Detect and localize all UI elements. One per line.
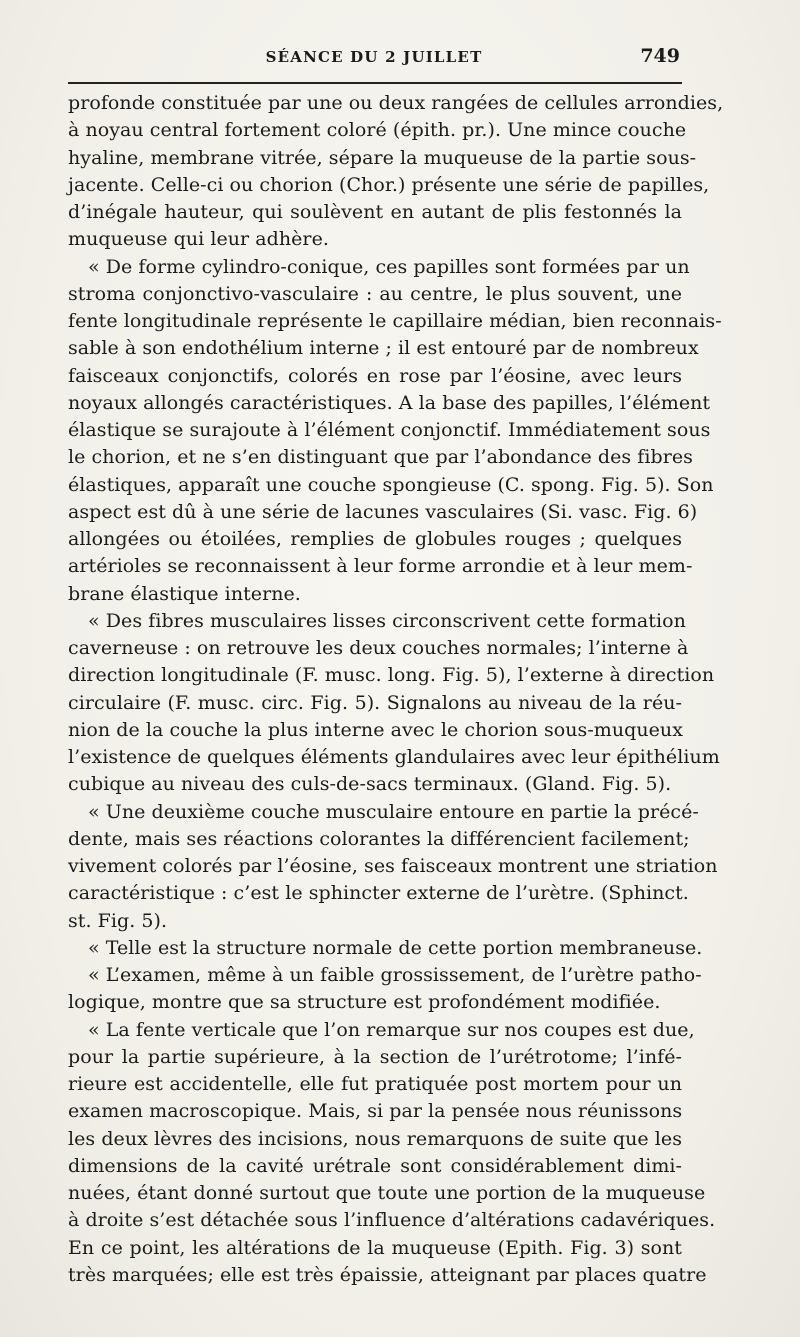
text-line: circulaire (F. musc. circ. Fig. 5). Signalons au niveau de la réu- <box>68 691 682 714</box>
text-line: direction longitudinale (F. musc. long. Fig. 5), l’externe à direction <box>68 664 715 687</box>
text-line: profonde constituée par une ou deux rangées de cellules arrondies, <box>68 92 724 114</box>
text-line: En ce point, les altérations de la muqueuse (Epith. Fig. 3) sont <box>68 1236 682 1259</box>
text-line: caractéristique : c’est le sphincter externe de l’urètre. (Sphinct. <box>68 882 689 905</box>
text-line: cubique au niveau des culs-de-sacs terminaux. (Gland. Fig. 5). <box>68 773 672 796</box>
running-title: SÉANCE DU 2 JUILLET <box>265 48 483 66</box>
text-line: aspect est dû à une série de lacunes vasculaires (Si. vasc. Fig. 6) <box>68 500 698 523</box>
text-line: le chorion, et ne s’en distinguant que par l’abondance des fibres <box>68 446 693 469</box>
text-line: dimensions de la cavité urétrale sont considérablement dimi- <box>68 1154 682 1177</box>
text-line: « Telle est la structure normale de cette portion membraneuse. <box>88 936 703 959</box>
text-line: d’inégale hauteur, qui soulèvent en autant de plis festonnés la <box>68 201 682 223</box>
text-line: « L’examen, même à un faible grossissement, de l’urètre patho- <box>88 964 702 986</box>
text-line: fente longitudinale représente le capillaire médian, bien reconnais- <box>68 310 722 332</box>
header-rule <box>68 82 682 84</box>
text-line: muqueuse qui leur adhère. <box>68 228 329 251</box>
text-line: l’existence de quelques éléments glandulaires avec leur épithélium <box>68 746 720 768</box>
text-line: sable à son endothélium interne ; il est entouré par de nombreux <box>68 337 699 360</box>
text-line: caverneuse : on retrouve les deux couches normales; l’interne à <box>68 637 689 659</box>
text-line: faisceaux conjonctifs, colorés en rose par l’éosine, avec leurs <box>68 364 682 387</box>
text-line: « De forme cylindro-conique, ces papilles sont formées par un <box>88 255 690 278</box>
text-line: stroma conjonctivo-vasculaire : au centre, le plus souvent, une <box>68 282 682 305</box>
text-line: allongées ou étoilées, remplies de globules rouges ; quelques <box>68 528 682 550</box>
text-line: très marquées; elle est très épaissie, atteignant par places quatre <box>68 1263 707 1286</box>
running-head <box>68 44 680 70</box>
text-line: nuées, étant donné surtout que toute une portion de la muqueuse <box>68 1182 706 1204</box>
page-number: 749 <box>640 45 680 67</box>
text-line: noyaux allongés caractéristiques. A la base des papilles, l’élément <box>68 391 711 414</box>
text-line: « La fente verticale que l’on remarque sur nos coupes est due, <box>88 1018 695 1041</box>
text-line: élastique se surajoute à l’élément conjonctif. Immédiatement sous <box>68 419 711 441</box>
text-line: vivement colorés par l’éosine, ses faisceaux montrent une striation <box>68 855 718 877</box>
text-line: à droite s’est détachée sous l’influence d’altérations cadavériques. <box>68 1209 716 1232</box>
text-line: artérioles se reconnaissent à leur forme arrondie et à leur mem- <box>68 555 693 578</box>
text-line: examen macroscopique. Mais, si par la pensée nous réunissons <box>68 1100 683 1123</box>
text-line: « Une deuxième couche musculaire entoure en partie la précé- <box>88 800 699 823</box>
text-line: dente, mais ses réactions colorantes la différencient facilement; <box>68 827 690 850</box>
text-line: pour la partie supérieure, à la section de l’urétrotome; l’infé- <box>68 1045 682 1068</box>
text-line: les deux lèvres des incisions, nous remarquons de suite que les <box>68 1127 682 1150</box>
text-line: hyaline, membrane vitrée, sépare la muqueuse de la partie sous- <box>68 146 697 169</box>
text-line: nion de la couche la plus interne avec le chorion sous-muqueux <box>68 718 683 741</box>
text-line: élastiques, apparaît une couche spongieuse (C. spong. Fig. 5). Son <box>68 473 714 496</box>
text-line: à noyau central fortement coloré (épith. pr.). Une mince couche <box>68 119 687 142</box>
body-text <box>68 90 724 1289</box>
text-line: rieure est accidentelle, elle fut pratiquée post mortem pour un <box>68 1073 682 1095</box>
text-line: logique, montre que sa structure est profondément modifiée. <box>68 991 661 1014</box>
text-line: « Des fibres musculaires lisses circonscrivent cette formation <box>88 609 686 632</box>
text-line: st. Fig. 5). <box>68 909 168 932</box>
text-line: jacente. Celle-ci ou chorion (Chor.) présente une série de papilles, <box>68 173 710 196</box>
text-line: brane élastique interne. <box>68 582 301 605</box>
